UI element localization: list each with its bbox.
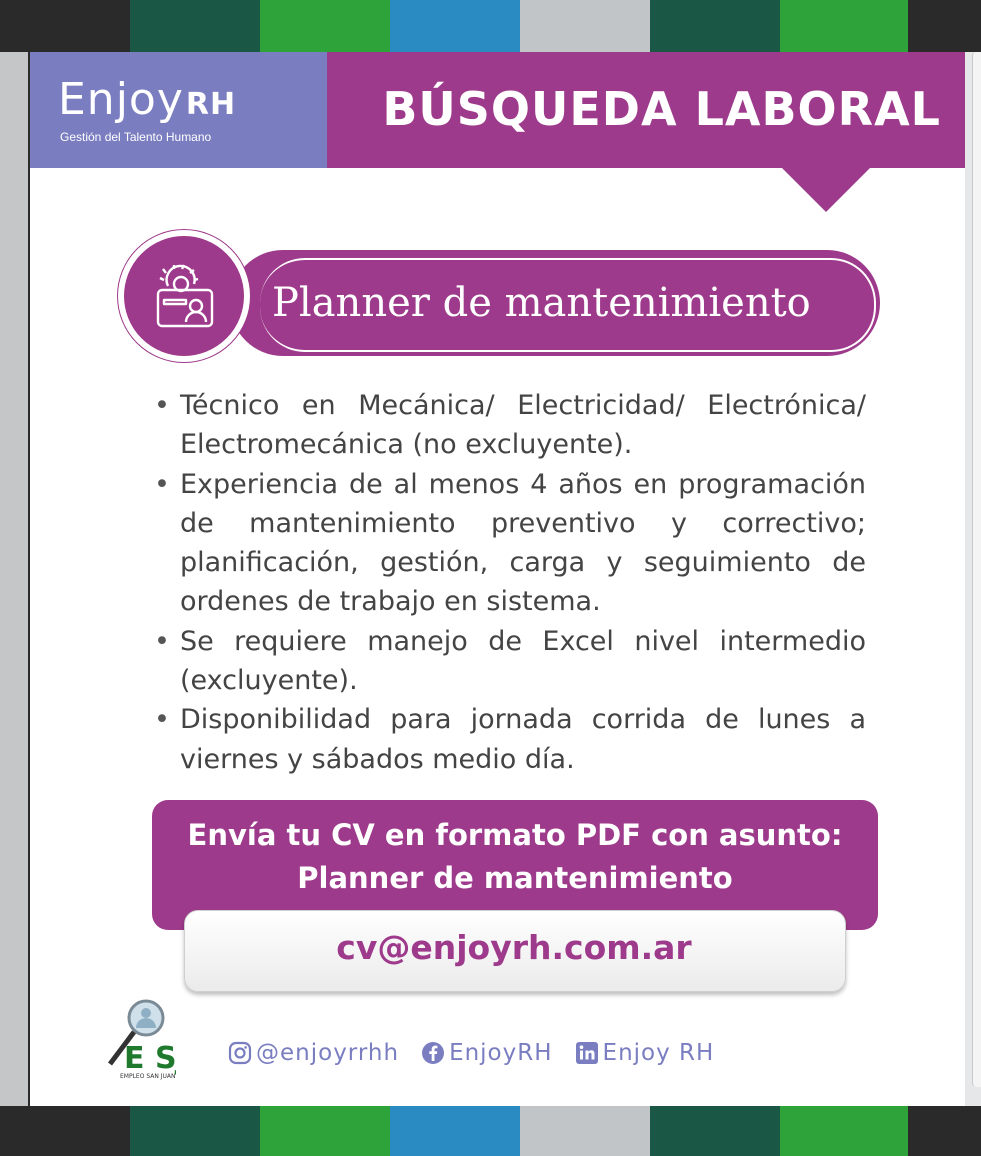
job-post-card (30, 52, 965, 1106)
linkedin-icon (575, 1041, 599, 1065)
job-title: Planner de mantenimiento (272, 280, 811, 326)
magnifier-person-icon (104, 998, 176, 1082)
right-panel-edge (972, 52, 981, 1087)
instagram-handle: @enjoyrrhh (256, 1040, 400, 1066)
requirements-list (150, 386, 866, 779)
instagram-icon (228, 1041, 252, 1065)
header-banner (327, 52, 965, 168)
svg-text:E SJ: E S (124, 1041, 176, 1076)
cta-line-2: Planner de mantenimiento (297, 861, 733, 895)
job-icon-badge (118, 230, 250, 362)
gear-person-icon (154, 264, 216, 330)
linkedin-link[interactable] (575, 1040, 715, 1066)
banner-pointer (780, 166, 872, 212)
requirement-item: • Técnico en Mecánica/ Electricidad/ Electrónica/ Electromecánica (no excluyente). (150, 386, 866, 465)
bottom-color-stripes (0, 1106, 981, 1156)
email-link[interactable]: cv@enjoyrh.com.ar (336, 928, 692, 967)
social-links (228, 1038, 736, 1068)
cta-text (152, 814, 878, 900)
requirement-item: • Experiencia de al menos 4 años en programación de mantenimiento preventivo y correctivo; planificación, gestión, carga y seguimiento de ordenes de trabajo en sistema. (150, 465, 866, 622)
requirement-item: • Se requiere manejo de Excel nivel intermedio (excluyente). (150, 622, 866, 701)
linkedin-handle: Enjoy RH (602, 1040, 715, 1066)
empleo-san-juan-logo (104, 998, 176, 1082)
facebook-icon (421, 1041, 445, 1065)
page-title: BÚSQUEDA LABORAL (382, 82, 941, 136)
requirement-item: • Disponibilidad para jornada corrida de lunes a viernes y sábados medio día. (150, 700, 866, 779)
facebook-handle: EnjoyRH (449, 1040, 553, 1066)
brand-logo: EnjoyRH (58, 74, 237, 125)
facebook-link[interactable] (421, 1040, 552, 1066)
instagram-link[interactable] (228, 1040, 399, 1066)
left-background (0, 52, 28, 1106)
brand-logo-box (30, 52, 327, 168)
top-color-stripes (0, 0, 981, 52)
brand-tagline: Gestión del Talento Humano (60, 130, 212, 144)
svg-text:EMPLEO SAN JUAN: EMPLEO SAN JUAN (120, 1073, 176, 1080)
cta-line-1: Envía tu CV en formato PDF con asunto: (187, 818, 843, 852)
